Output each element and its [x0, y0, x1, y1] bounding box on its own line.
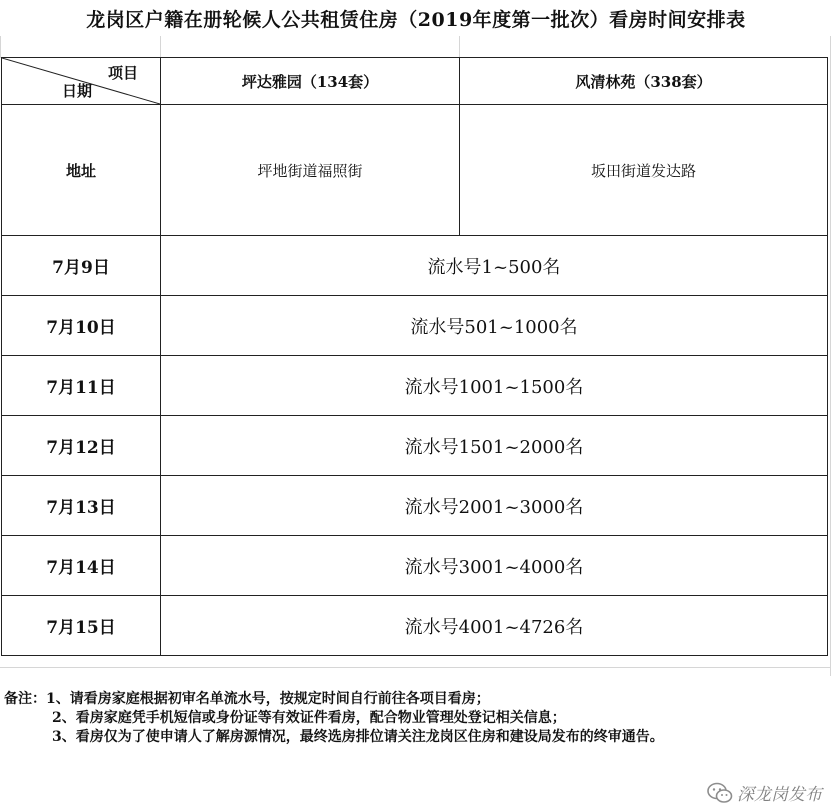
project-name: 坪达雅园（134套） — [161, 58, 460, 105]
address-label: 地址 — [2, 105, 161, 236]
date-cell: 7月14日 — [2, 536, 161, 596]
notes-section — [4, 690, 828, 747]
date-cell: 7月9日 — [2, 236, 161, 296]
table-row — [2, 356, 828, 416]
wechat-icon — [707, 782, 733, 804]
serial-range-cell: 流水号1~500名 — [161, 236, 828, 296]
serial-range-cell: 流水号1501~2000名 — [161, 416, 828, 476]
grid-divider — [0, 36, 1, 58]
watermark — [707, 780, 822, 805]
table-header-row — [2, 58, 828, 105]
table-row — [2, 536, 828, 596]
grid-divider — [0, 667, 831, 668]
note-line: 2、看房家庭凭手机短信或身份证等有效证件看房，配合物业管理处登记相关信息； — [52, 710, 566, 726]
serial-range-cell: 流水号501~1000名 — [161, 296, 828, 356]
watermark-text: 深龙岗发布 — [737, 785, 822, 805]
grid-divider — [160, 36, 161, 58]
serial-range-cell: 流水号1001~1500名 — [161, 356, 828, 416]
diagonal-header-cell — [2, 58, 161, 105]
table-row — [2, 416, 828, 476]
table-row — [2, 236, 828, 296]
project-name: 风清林苑（338套） — [460, 58, 828, 105]
date-cell: 7月13日 — [2, 476, 161, 536]
address-row — [2, 105, 828, 236]
note-line: 3、看房仅为了使申请人了解房源情况，最终选房排位请关注龙岗区住房和建设局发布的终审通告。 — [52, 729, 664, 745]
grid-divider — [459, 36, 460, 58]
serial-range-cell: 流水号3001~4000名 — [161, 536, 828, 596]
schedule-table — [1, 57, 828, 656]
header-project-label: 项目 — [107, 64, 138, 82]
header-date-label: 日期 — [62, 82, 93, 100]
address-value: 坪地街道福照街 — [161, 105, 460, 236]
table-row — [2, 296, 828, 356]
date-cell: 7月10日 — [2, 296, 161, 356]
date-cell: 7月11日 — [2, 356, 161, 416]
grid-divider — [830, 36, 831, 676]
table-row — [2, 596, 828, 656]
date-cell: 7月12日 — [2, 416, 161, 476]
serial-range-cell: 流水号2001~3000名 — [161, 476, 828, 536]
page-title: 龙岗区户籍在册轮候人公共租赁住房（2019年度第一批次）看房时间安排表 — [86, 9, 746, 31]
note-line: 备注：1、请看房家庭根据初审名单流水号，按规定时间自行前往各项目看房； — [4, 691, 490, 707]
address-value: 坂田街道发达路 — [460, 105, 828, 236]
date-cell: 7月15日 — [2, 596, 161, 656]
table-row — [2, 476, 828, 536]
serial-range-cell: 流水号4001~4726名 — [161, 596, 828, 656]
